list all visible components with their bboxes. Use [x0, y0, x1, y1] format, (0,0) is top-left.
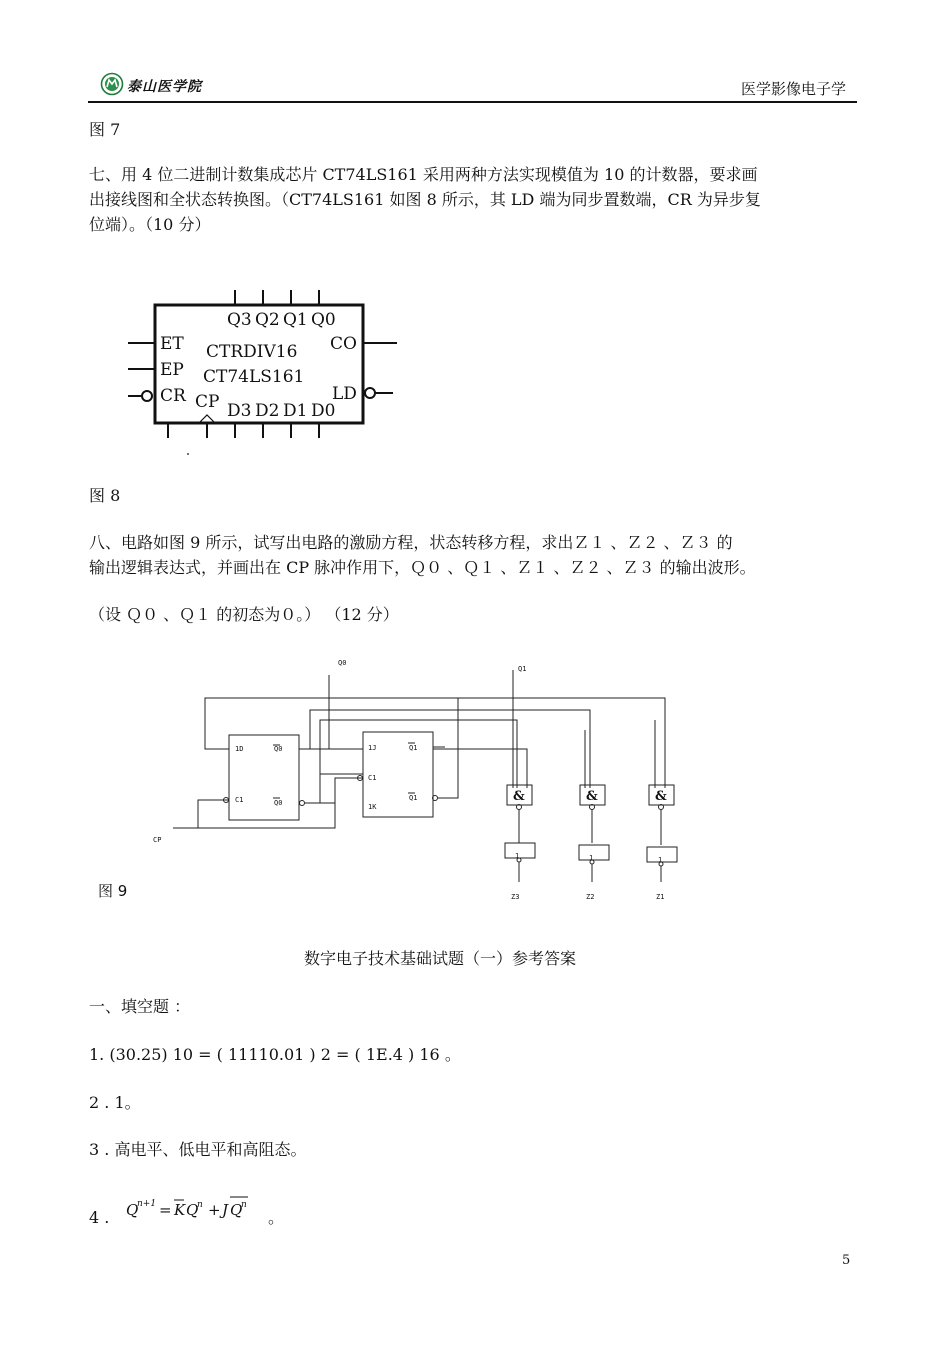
fig9-caption: 图 9	[98, 882, 128, 900]
not-gate-3-symbol: 1	[658, 856, 663, 864]
svg-text:n: n	[197, 1200, 203, 1210]
fig9-circuit-diagram	[145, 650, 705, 910]
z1-label: Z1	[656, 893, 665, 901]
header-rule	[88, 101, 857, 103]
svg-text:+: +	[208, 1201, 221, 1219]
svg-text:=: =	[159, 1201, 172, 1219]
q8-line3: （设 Ｑ０ 、Ｑ１ 的初态为０。） （12 分）	[89, 605, 399, 624]
answer-2: 2 . 1。	[89, 1093, 141, 1112]
q7-line1: 七、用 4 位二进制计数集成芯片 CT74LS161 采用两种方法实现模值为 10 的计数器，要求画	[89, 165, 758, 184]
answer-3: 3 . 高电平、低电平和高阻态。	[89, 1140, 307, 1159]
q7-line3: 位端）。（10 分）	[89, 215, 211, 234]
ff2-k-label: 1K	[368, 803, 377, 811]
cp-label: CP	[195, 392, 220, 412]
z3-label: Z3	[511, 893, 520, 901]
not-gate-2-symbol: 1	[589, 854, 594, 862]
answer-4-suffix: 。	[268, 1208, 285, 1227]
ff1-d-label: 1D	[235, 745, 244, 753]
z2-label: Z2	[586, 893, 595, 901]
chip-part: CT74LS161	[203, 367, 305, 387]
q0-label: Q0	[311, 310, 336, 330]
school-logo	[100, 72, 124, 96]
d1-label: D1	[283, 401, 308, 421]
cp-label: CP	[153, 836, 162, 844]
cr-label: CR	[160, 386, 186, 406]
co-label: CO	[330, 334, 357, 354]
and-gate-1-symbol: &	[513, 789, 525, 804]
svg-text:n+1: n+1	[137, 1199, 157, 1209]
svg-text:J: J	[222, 1201, 229, 1219]
answer-4-formula	[124, 1188, 274, 1228]
answer-1: 1. (30.25) 10 = ( 11110.01 ) 2 = ( 1E.4 ) 16 。	[89, 1045, 461, 1064]
chip-name: CTRDIV16	[206, 342, 298, 362]
answers-title: 数字电子技术基础试题（一）参考答案	[304, 949, 577, 968]
school-name: 泰山医学院	[127, 79, 202, 95]
svg-text:Q: Q	[126, 1201, 139, 1219]
ff1-c-label: C1	[235, 796, 244, 804]
fig7-caption: 图 7	[89, 120, 121, 139]
q8-line2: 输出逻辑表达式，并画出在 CP 脉冲作用下，Ｑ０ 、Ｑ１ 、Ｚ１ 、Ｚ２ 、Ｚ３ 的输出波形。	[89, 558, 756, 577]
q1-top-label: Q1	[518, 665, 527, 673]
q1-label: Q1	[283, 310, 308, 330]
page-number: 5	[842, 1253, 851, 1268]
svg-text:Q: Q	[230, 1201, 243, 1219]
answer-4-prefix: 4 .	[89, 1208, 110, 1227]
ff2-c-label: C1	[368, 774, 377, 782]
fig8-caption: 图 8	[89, 486, 121, 505]
ff2-j-label: 1J	[368, 744, 377, 752]
d2-label: D2	[255, 401, 280, 421]
svg-text:K: K	[174, 1201, 186, 1219]
ld-label: LD	[332, 384, 357, 404]
not-gate-1-symbol: 1	[515, 852, 520, 860]
q2-label: Q2	[255, 310, 280, 330]
ff1-qbar-label: Q0	[274, 799, 283, 807]
q7-line2: 出接线图和全状态转换图。（CT74LS161 如图 8 所示，其 LD 端为同步置数端，CR 为异步复	[89, 190, 761, 209]
q8-line1: 八、电路如图 9 所示，试写出电路的激励方程，状态转移方程，求出Ｚ１ 、Ｚ２ 、Ｚ３ 的	[89, 533, 733, 552]
and-gate-2-symbol: &	[586, 789, 598, 804]
svg-text:Q: Q	[186, 1201, 199, 1219]
ff2-qbar-label: Q1	[409, 794, 418, 802]
q3-label: Q3	[227, 310, 252, 330]
q0-top-label: Q0	[338, 659, 347, 667]
ff1-q-label: Q0	[274, 745, 283, 753]
and-gate-3-symbol: &	[655, 789, 667, 804]
answers-section1: 一、填空题 ：	[89, 997, 191, 1016]
svg-text:n: n	[241, 1200, 247, 1210]
d0-label: D0	[311, 401, 336, 421]
fig8-chip-diagram	[110, 285, 410, 460]
course-name: 医学影像电子学	[740, 80, 846, 98]
ff2-q-label: Q1	[409, 744, 418, 752]
ep-label: EP	[160, 360, 184, 380]
et-label: ET	[160, 334, 184, 354]
d3-label: D3	[227, 401, 252, 421]
